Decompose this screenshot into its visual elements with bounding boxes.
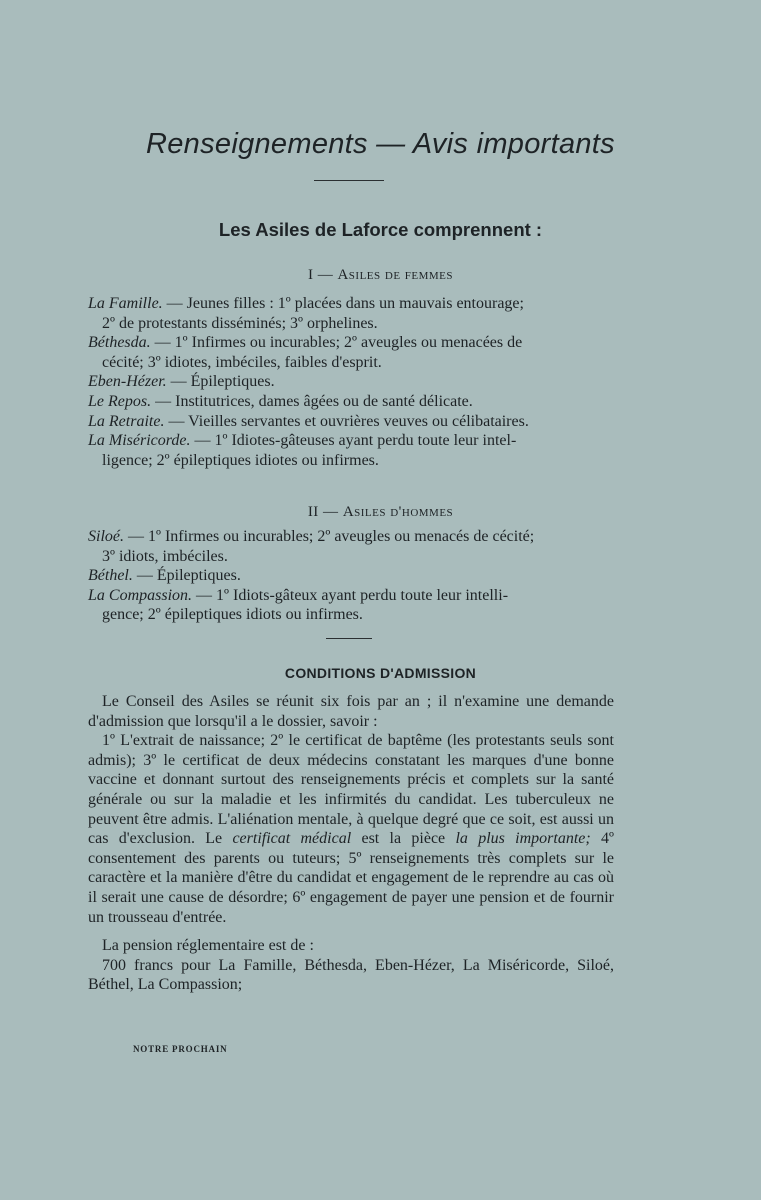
list-item [88,431,614,470]
men-section-label: Asiles d'hommes [342,504,454,520]
list-item [88,294,614,333]
conditions-emphasis-important: la plus importante; [455,830,591,848]
women-section-numeral: I — [307,267,338,283]
men-section-numeral: II — [307,504,343,520]
asylum-name: Béthel. [88,567,133,585]
conditions-paragraph-1: Le Conseil des Asiles se réunit six fois par an ; il n'examine une demande d'admission que lorsqu'il a le dossier, savoir : [88,693,614,730]
list-item [88,586,614,625]
page-title: Renseignements — Avis importants [146,128,615,160]
asylum-description: — 1º Infirmes ou incurables; 2º aveugles ou menacés de cécité; [124,528,535,545]
asylum-description-cont: cécité; 3º idiotes, imbéciles, faibles d'esprit. [102,353,382,371]
conditions-text-c: est la pièce [351,830,456,848]
men-asylum-list [88,527,614,625]
men-section-heading [0,504,761,521]
asylum-description: — Institutrices, dames âgées ou de santé délicate. [151,392,473,410]
list-item [88,372,614,392]
asylum-description: — 1º Idiots-gâteux ayant perdu toute leur intelli- [192,586,509,604]
asylum-description: — 1º Infirmes ou incurables; 2º aveugles ou menacées de [150,334,523,352]
asylum-description-cont: ligence; 2º épileptiques idiotes ou infirmes. [102,451,379,469]
list-item [88,333,614,372]
asylum-name: Siloé. [88,528,124,545]
women-asylum-list [88,294,614,470]
women-section-label: Asiles de femmes [337,267,454,283]
pension-intro: La pension réglementaire est de : [102,937,314,955]
asylum-description: — Épileptiques. [132,567,241,585]
asylum-description: — Épileptiques. [166,373,275,391]
asylum-description: — 1º Idiotes-gâteuses ayant perdu toute leur intel- [190,432,517,450]
conditions-text [88,692,614,995]
asylum-description: — Jeunes filles : 1º placées dans un mauvais entourage; [162,295,524,312]
conditions-text-a: 1º L'extrait de naissance; 2º le certificat de baptême (les protestants seuls sont admis); 3º le certificat de deux médecins constatant les marques d'une bonne vaccine et donnant surtout des renseignements précis et complets sur la santé générale ou sur la maladie et les infirmités du candidat. Les tuberculeux ne peuvent être admis. L'aliénation mentale, à quelque degré que ce soit, est aussi un cas d'exclusion. Le [88,732,614,848]
title-rule [314,180,384,181]
running-footer: NOTRE PROCHAIN [133,1044,228,1054]
asylum-name: La Miséricorde. [88,432,191,450]
list-item [88,527,614,566]
section-rule [326,638,372,639]
asylum-description-cont: 3º idiots, imbéciles. [102,547,228,565]
pension-rates: 700 francs pour La Famille, Béthesda, Eben-Hézer, La Miséricorde, Siloé, Béthel, La Compassion; [88,956,614,994]
list-item [88,566,614,586]
asylum-name: Béthesda. [88,334,151,352]
asylum-name: La Compassion. [88,586,193,604]
list-item [88,412,614,432]
asylum-name: La Retraite. [88,412,165,430]
asylum-description: — Vieilles servantes et ouvrières veuves ou célibataires. [164,412,529,430]
conditions-emphasis-certificate: certificat médical [232,830,352,848]
conditions-text-e: 4º consentement des parents ou tuteurs; 5º renseignements très complets sur le caractère et la manière d'être du candidat et engagement de le reprendre au cas où il serait une cause de désordre; 6º engagement de payer une pension et de fournir un trousseau d'entrée. [88,830,615,926]
asylum-name: Le Repos. [88,392,152,410]
asylum-description-cont: 2º de protestants disséminés; 3º orphelines. [102,314,378,332]
asylum-name: Eben-Hézer. [88,373,167,391]
section-subtitle: Les Asiles de Laforce comprennent : [218,219,543,240]
conditions-heading: CONDITIONS D'ADMISSION [284,665,477,681]
women-section-heading [0,267,761,284]
conditions-paragraph-2 [88,731,614,927]
asylum-description-cont: gence; 2º épileptiques idiots ou infirmes. [102,606,363,624]
list-item [88,392,614,412]
asylum-name: La Famille. [88,295,163,312]
